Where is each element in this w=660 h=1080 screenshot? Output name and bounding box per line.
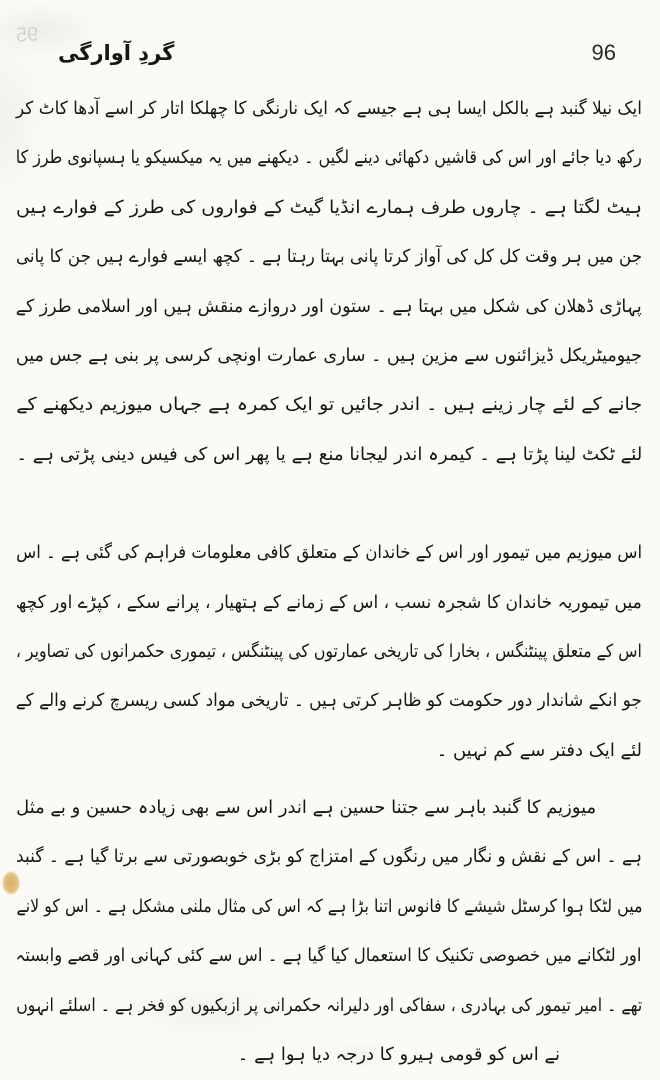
text-line: جیومیٹریکل ڈیزائنوں سے مزین ہیں ۔ ساری عمارت اونچی کرسی پر بنی ہے جس میں xyxy=(16,344,642,366)
text-line: میں تیموریہ خاندان کا شجرہ نسب ، اس کے زمانے کے ہتھیار ، پرانے سکے ، کپڑے اور کچھ xyxy=(16,591,642,613)
paragraph xyxy=(16,783,642,1079)
text-line: تھے ۔ امیر تیمور کی بہادری ، سفاکی اور دلیرانہ حکمرانی پر ازبکیوں کو فخر ہے ۔ اسلئے انہوں xyxy=(16,994,642,1016)
text-line: میں لٹکا ہوا کرسٹل شیشے کا فانوس اتنا بڑا ہے کہ اس کی مثال ملنی مشکل ہے ۔ اس کو لانے xyxy=(16,895,642,917)
paragraph-gap xyxy=(16,479,642,528)
text-line: جن میں ہر وقت کل کل کی آواز کرتا پانی بہتا رہتا ہے ۔ کچھ ایسے فوارے ہیں جن کا پانی xyxy=(16,246,642,268)
text-line: اس میوزیم میں تیمور اور اس کے خاندان کے متعلق کافی معلومات فراہم کی گئی ہے ۔ اس xyxy=(16,542,642,564)
text-line: ہیٹ لگتا ہے ۔ چاروں طرف ہمارے انڈیا گیٹ کے فواروں کی طرز کے فوارے ہیں xyxy=(16,196,642,218)
page-header xyxy=(0,40,660,66)
book-title: گردِ آوارگی xyxy=(58,41,175,65)
text-line: میوزیم کا گنبد باہر سے جتنا حسین ہے اندر اس سے بھی زیادہ حسین و بے مثل xyxy=(16,797,596,819)
text-line: اس کے متعلق پینٹنگس ، بخارا کی تاریخی عمارتوں کی پینٹنگس ، تیموری حکمرانوں کی تصاویر ، xyxy=(16,640,642,662)
text-line: نے اس کو قومی ہیرو کا درجہ دیا ہوا ہے ۔ xyxy=(237,1044,560,1066)
text-block xyxy=(16,84,642,1079)
paragraph xyxy=(16,84,642,479)
bleedthrough-page-number: 95 xyxy=(15,23,39,47)
text-line: لئے ایک دفتر سے کم نہیں ۔ xyxy=(436,739,642,761)
text-line: پہاڑی ڈھلان کی شکل میں بہتا ہے ۔ ستون اور دروازے منقش ہیں اور اسلامی طرز کے xyxy=(16,295,642,317)
text-line: ایک نیلا گنبد ہے بالکل ایسا ہی ہے جیسے کہ ایک نارنگی کا چھلکا اتار کر اسے آدھا کاٹ کر xyxy=(16,98,642,119)
text-line: جو انکے شاندار دور حکومت کو ظاہر کرتی ہیں ۔ تاریخی مواد کسی ریسرچ کرنے والے کے xyxy=(16,690,642,712)
text-line: رکھ دیا جائے اور اس کی قاشیں دکھائی دینے لگیں ۔ دیکھنے میں یہ میکسیکو یا ہسپانوی طرز کا xyxy=(16,147,642,169)
page-number: 96 xyxy=(591,40,616,65)
text-line: ہے ۔ اس کے نقش و نگار میں رنگوں کے امتزاج کو بڑی خوبصورتی سے برتا گیا ہے ۔ گنبد xyxy=(16,846,642,868)
ink-stain xyxy=(2,871,20,895)
paragraph-gap xyxy=(16,775,642,783)
text-line: اور لٹکانے میں خصوصی تکنیک کا استعمال کیا گیا ہے ۔ اس سے کئی کہانی اور قصے وابستہ xyxy=(16,945,642,967)
text-line: جانے کے لئے چار زینے ہیں ۔ اندر جائیں تو ایک کمرہ ہے جہاں میوزیم دیکھنے کے xyxy=(16,394,642,416)
text-line: لئے ٹکٹ لینا پڑتا ہے ۔ کیمرہ اندر لیجانا منع ہے یا پھر اس کی فیس دینی پڑتی ہے ۔ xyxy=(16,443,642,465)
paragraph xyxy=(16,528,642,775)
